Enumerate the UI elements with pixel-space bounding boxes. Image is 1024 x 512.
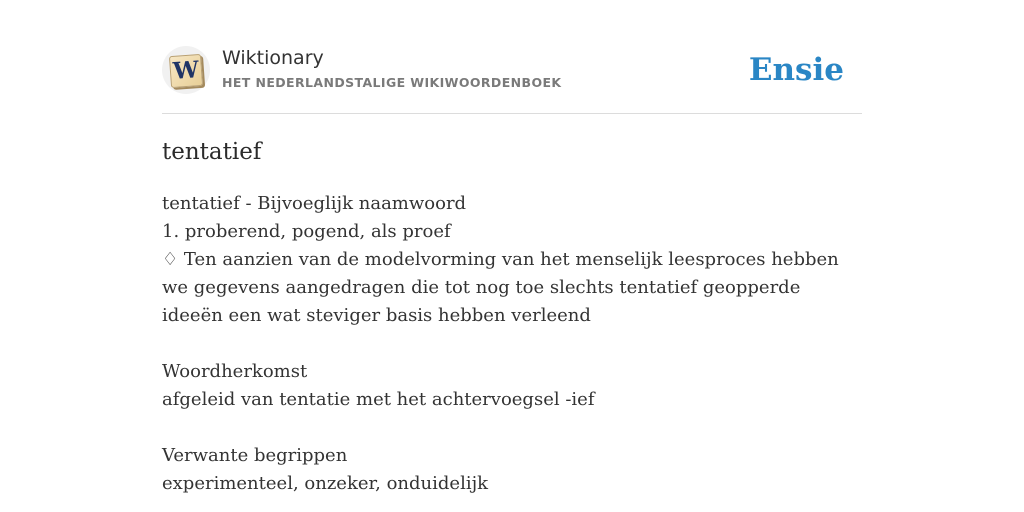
entry-content [162,190,862,498]
etymology-text: afgeleid van tentatie met het achtervoegsel -ief [162,389,595,410]
etymology-heading: Woordherkomst [162,361,308,382]
site-header [162,46,862,96]
logo-letter: W [172,56,200,85]
spacer [162,330,862,358]
ensie-link[interactable]: Ensie [748,52,844,88]
related-text: experimenteel, onzeker, onduidelijk [162,473,489,494]
related-heading: Verwante begrippen [162,445,348,466]
page-title: tentatief [162,139,262,165]
wiktionary-tile-icon [169,54,203,88]
meaning-item: 1. proberend, pogend, als proef [162,221,451,242]
header-divider [162,113,862,114]
page [162,0,862,512]
brand-tagline: HET NEDERLANDSTALIGE WIKIWOORDENBOEK [222,75,562,90]
definition-heading: tentatief - Bijvoeglijk naamwoord [162,193,467,214]
wiktionary-logo[interactable] [162,46,210,94]
example-sentence: ♢ Ten aanzien van de modelvorming van het menselijk leesproces hebben we gegevens aangedragen die tot nog toe slechts tentatief geopperde ideeën een wat steviger basis hebben verleend [162,249,839,326]
spacer [162,414,862,442]
brand-name[interactable]: Wiktionary [222,47,324,69]
